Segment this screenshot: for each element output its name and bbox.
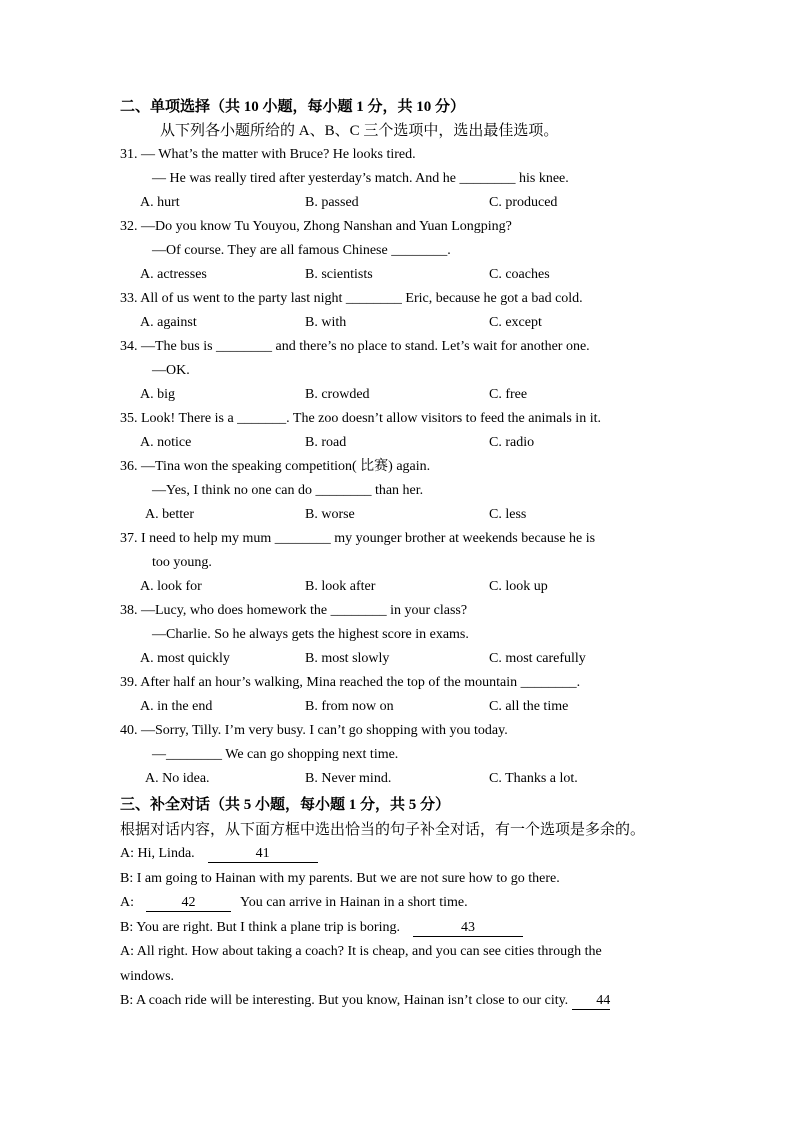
blank-43: 43 [413,920,523,937]
question-37-options [0,575,794,599]
dialogue-line: A: All right. How about taking a coach? It is cheap, and you can see cities through the [120,944,602,959]
section3-heading: 三、补全对话（共 5 小题，每小题 1 分，共 5 分） [120,797,451,813]
option-a: A. better [145,507,194,522]
option-c: C. produced [489,195,558,210]
question-36-reply: —Yes, I think no one can do ________ than her. [152,483,424,498]
question-32-options [0,263,794,287]
question-37-stem-continued: too young. [152,555,212,570]
question-37-stem: 37. I need to help my mum ________ my younger brother at weekends because he is [120,531,596,546]
dialogue-line [0,891,794,916]
question-32-stem: 32. —Do you know Tu Youyou, Zhong Nanshan and Yuan Longping? [120,219,512,234]
question-38-options [0,647,794,671]
blank-44: 44 [572,993,610,1010]
dialogue-line: B: I am going to Hainan with my parents. But we are not sure how to go there. [120,870,560,886]
blank-42: 42 [146,895,231,912]
option-b: B. most slowly [305,651,390,666]
option-a: A. in the end [140,699,213,714]
option-a: A. big [140,387,175,402]
option-a: A. against [140,315,197,330]
question-34-reply: —OK. [152,363,190,378]
question-40-options [0,767,794,791]
question-36-options [0,503,794,527]
option-b: B. look after [305,579,376,594]
option-a: A. No idea. [145,771,210,786]
option-b: B. crowded [305,387,370,402]
option-c: C. less [489,507,527,522]
question-31-stem: 31. — What’s the matter with Bruce? He looks tired. [120,147,416,162]
option-b: B. worse [305,507,355,522]
question-32-reply: —Of course. They are all famous Chinese ________. [152,243,451,258]
option-c: C. most carefully [489,651,586,666]
option-b: B. road [305,435,347,450]
option-b: B. Never mind. [305,771,392,786]
section-single-choice [0,95,794,791]
question-36-stem: 36. —Tina won the speaking competition( 比赛) again. [120,459,431,474]
option-c: C. radio [489,435,535,450]
dialogue-text: A: [120,895,134,910]
question-40-reply: —________ We can go shopping next time. [152,747,399,762]
section2-heading: 二、单项选择（共 10 小题，每小题 1 分，共 10 分） [120,99,466,115]
option-b: B. with [305,315,347,330]
dialogue-line [0,842,794,867]
question-39-stem: 39. After half an hour’s walking, Mina reached the top of the mountain ________. [120,675,581,690]
dialogue-line [0,916,794,941]
question-31-options [0,191,794,215]
dialogue-text: A: Hi, Linda. [120,846,195,861]
dialogue-line: windows. [120,968,175,984]
dialogue-text: You can arrive in Hainan in a short time. [240,895,468,910]
question-40-stem: 40. —Sorry, Tilly. I’m very busy. I can’t go shopping with you today. [120,723,508,738]
dialogue-line [0,989,794,1014]
option-a: A. most quickly [140,651,230,666]
section3-instruction: 根据对话内容，从下面方框中选出恰当的句子补全对话，有一个选项是多余的。 [120,821,646,838]
question-34-options [0,383,794,407]
question-35-stem: 35. Look! There is a _______. The zoo doesn’t allow visitors to feed the animals in it. [120,411,601,426]
question-31-reply: — He was really tired after yesterday’s match. And he ________ his knee. [152,171,569,186]
option-a: A. notice [140,435,192,450]
question-38-reply: —Charlie. So he always gets the highest score in exams. [152,627,469,642]
question-39-options [0,695,794,719]
dialogue-text: B: You are right. But I think a plane trip is boring. [120,919,400,935]
option-c: C. except [489,315,542,330]
section2-instruction: 从下列各小题所给的 A、B、C 三个选项中，选出最佳选项。 [160,123,559,139]
question-34-stem: 34. —The bus is ________ and there’s no place to stand. Let’s wait for another one. [120,339,590,354]
option-c: C. free [489,387,528,402]
option-c: C. coaches [489,267,550,282]
blank-41: 41 [208,846,318,863]
option-b: B. scientists [305,267,373,282]
option-a: A. actresses [140,267,207,282]
option-a: A. look for [140,579,202,594]
option-b: B. passed [305,195,359,210]
section-dialogue-completion [0,793,794,1014]
question-35-options [0,431,794,455]
option-b: B. from now on [305,699,394,714]
question-33-stem: 33. All of us went to the party last night ________ Eric, because he got a bad cold. [120,291,583,306]
dialogue-text: B: A coach ride will be interesting. But you know, Hainan isn’t close to our city. [120,993,569,1008]
option-a: A. hurt [140,195,180,210]
question-38-stem: 38. —Lucy, who does homework the ________ in your class? [120,603,468,618]
option-c: C. look up [489,579,548,594]
option-c: C. all the time [489,699,569,714]
question-33-options [0,311,794,335]
option-c: C. Thanks a lot. [489,771,578,786]
